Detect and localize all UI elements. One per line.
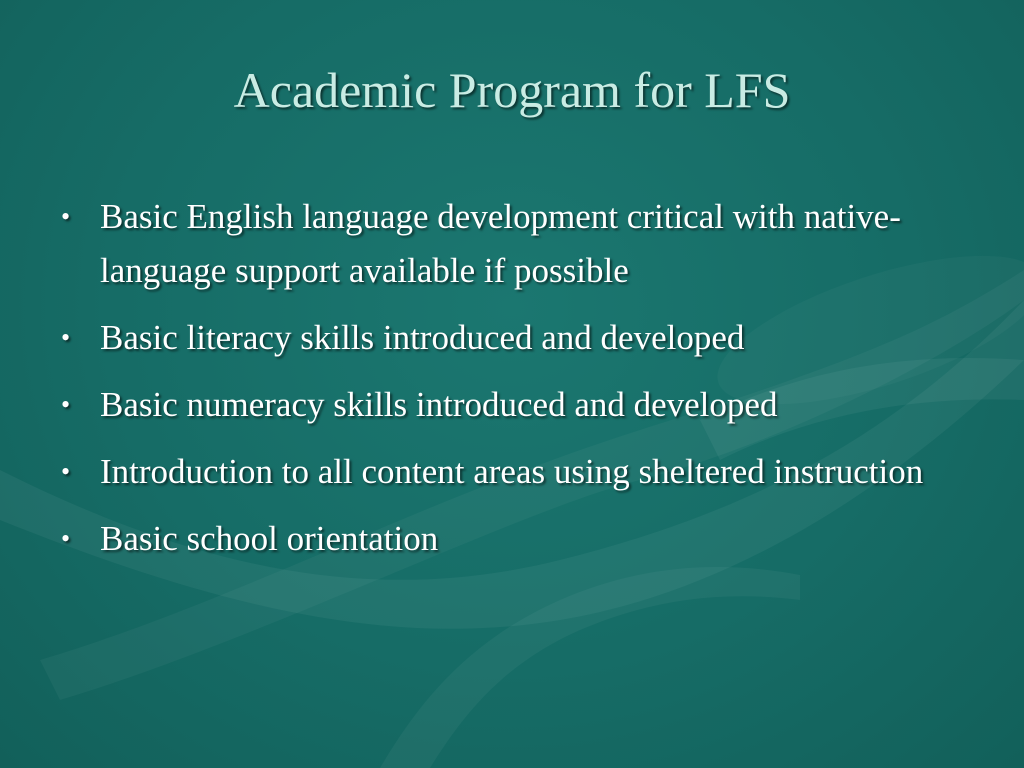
bullet-text: Basic literacy skills introduced and developed [100,318,745,357]
bullet-icon: • [61,323,71,352]
slide-title: Academic Program for LFS [233,62,791,118]
bullet-text: Introduction to all content areas using sheltered instruction [100,452,924,491]
bullet-text: Basic English language development critical with native-language support available if possible [100,197,901,290]
bullet-item [58,512,978,566]
bullet-icon: • [61,202,71,231]
bullet-text: Basic numeracy skills introduced and developed [100,385,778,424]
bullet-list [58,190,978,579]
bullet-item [58,378,978,432]
bullet-icon: • [61,524,71,553]
bullet-item [58,311,978,365]
bullet-item [58,190,978,298]
bullet-icon: • [61,390,71,419]
bullet-text: Basic school orientation [100,519,439,558]
bullet-icon: • [61,457,71,486]
bullet-item [58,445,978,499]
